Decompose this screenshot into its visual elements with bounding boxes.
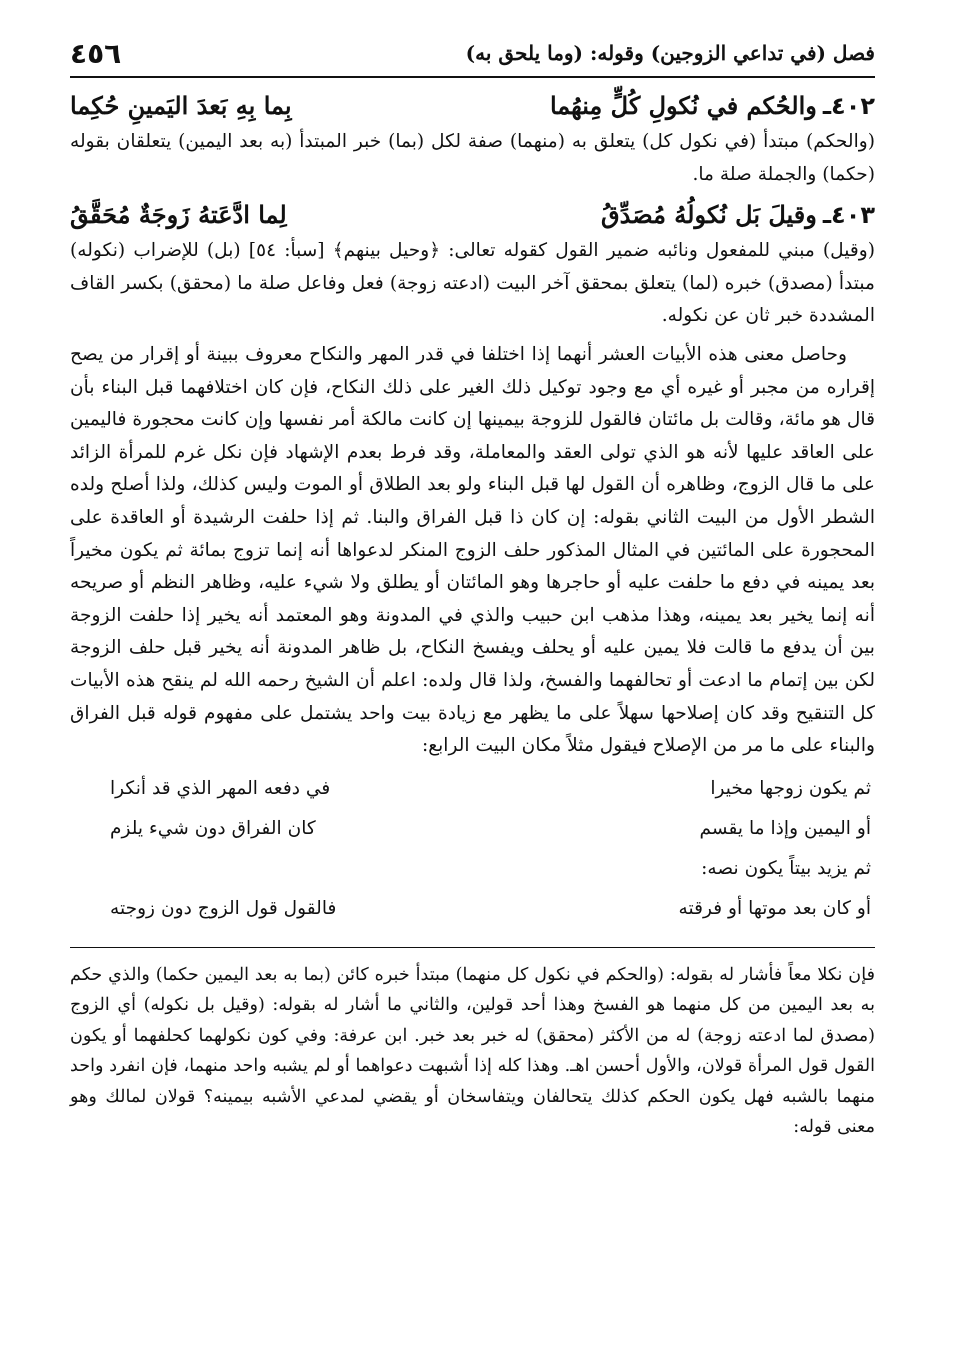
poem-hemistich-first: أو اليمين وإذا ما يقسم (699, 817, 871, 839)
verse-number: ٤٠٢ـ (822, 92, 875, 120)
poem-block (70, 769, 875, 929)
verse-402 (70, 86, 875, 126)
page-number: ٤٥٦ (70, 36, 122, 70)
header-title: فصل (في تداعي الزوجين) وقوله: (وما يلحق به) (465, 41, 875, 65)
verse-hemistich-first: وقيلَ بَل نُكولُهُ مُصَدِّقُ (601, 200, 817, 230)
poem-line (70, 889, 875, 929)
poem-hemistich-second: في دفعه المهر الذي قد أنكرا (110, 777, 331, 799)
commentary-paragraph: (والحكم) مبتدأ (في نكول كل) يتعلق به (منهما) صفة لكل (بما) خبر المبتدأ (به بعد اليمين) يتعلقان بقوله (حكما) والجملة صلة ما. (70, 131, 875, 185)
poem-line (70, 809, 875, 849)
poem-note: ثم يزيد بيتاً يكون نصه: (701, 857, 871, 879)
poem-line (70, 769, 875, 809)
running-header (70, 30, 875, 78)
poem-hemistich-first: ثم يكون زوجها مخيرا (710, 777, 871, 799)
footnote-separator (70, 947, 875, 948)
footnote-text: فإن نكلا معاً فأشار له بقوله: (والحكم في نكول كل منهما) مبتدأ خبره كائن (بما به بعد اليمين حكما) والذي حكم به بعد اليمين من كل منهما هو الفسخ وهذا أحد قولين، والثاني ما أشار له بقوله: (وقيل بل نكوله) أي الزوج (مصدق لما ادعته زوجة) له من الأكثر (محقق) له خبر بعد خبر. ابن عرفة: وفي كون نكولهما كحلفهما أو يكون القول قول المرأة قولان، والأول أحسن اهـ. وهذا كله إذا أشبهت دعواهما أو لم يشبه واحد منهما، فإن انفرد واحد منهما بالشبه فهل يكون الحكم كذلك يتحالفان ويتفاسخان أو يقضي لمدعي الأشبه بيمينه؟ قولان لمالك وهو معنى قوله: (70, 964, 875, 1138)
poem-hemistich-second: كان الفراق دون شيء يلزم (110, 817, 316, 839)
verse-403 (70, 195, 875, 235)
verse-hemistich-first: والحُكم في نُكولِ كُلٍّ مِنهُما (549, 91, 817, 120)
verse-number: ٤٠٣ـ (822, 201, 875, 230)
verse-hemistich-second: بِما بِهِ بَعدَ اليَمينِ حُكِما (70, 91, 292, 120)
poem-hemistich-first: أو كان بعد موتها أو فرقته (678, 897, 871, 919)
commentary-paragraph: (وقيل) مبني للمفعول ونائبه ضمير القول كقوله تعالى: ﴿وحيل بينهم﴾ [سبأ: ٥٤] (بل) للإضراب (نكوله) مبتدأ (مصدق) خبره (لما) يتعلق بمحقق آخر البيت (ادعته زوجة) فعل وفاعل صلة ما (محقق) بكسر القاف المشددة خبر ثان عن نكوله. (70, 240, 875, 327)
main-paragraph: وحاصل معنى هذه الأبيات العشر أنهما إذا اختلفا في قدر المهر والنكاح معروف ببينة أو إقرار من يصح إقراره من مجبر أو غيره أي مع وجود توكيل ذلك الغير على ذلك النكاح، فإن كان اختلافهما قبل البناء بأن قال هو مائة، وقالت بل مائتان فالقول للزوجة بيمينها إن كانت مالكة أمر نفسها وإن كانت محجورة فاليمين على العاقد عليها لأنه هو الذي تولى العقد والمعاملة، وقد فرط بعدم الإشهاد فإن نكل غرم للمرأة الزائد على ما قال الزوج، وظاهره أن القول لها قبل البناء ولو بعد الطلاق أو الموت وليس كذلك، ولذا أصلح ولده الشطر الأول من البيت الثاني بقوله: إن كان ذا قبل الفراق والبنا. ثم إذا حلفت الرشيدة أو العاقدة على المحجورة على المائتين في المثال المذكور حلف الزوج المنكر لدعواها أنه إنما تزوج بمائة ثم يكون مخيراً بعد يمينه في دفع ما حلفت عليه أو حاجرها وهو المائتان أو يطلق ولا شيء عليه، وظاهر النظم أو صريحه أنه إنما يخير بعد يمينه، وهذا مذهب ابن حبيب والذي في المدونة وهو المعتمد أنه يخير إذا حلفت الزوجة بين أن يدفع ما قالت فلا يمين عليه أو يحلف ويفسخ النكاح، بل ظاهر المدونة أنه يخير قبل حلف الزوجة لكن بين إتمام ما ادعت أو تحالفهما والفسخ، ولذا قال ولده: اعلم أن الشيخ رحمه الله لم ينقح هذه الأبيات كل التنقيح وقد كان إصلاحها سهلاً على ما يظهر مع زيادة بيت واحد يشتمل على مفهوم قوله قبل الفراق والبناء على ما مر من الإصلاح فيقول مثلاً مكان البيت الرابع: (70, 343, 875, 757)
poem-hemistich-second: فالقول قول الزوج دون زوجته (110, 897, 337, 919)
verse-hemistich-second: لِما ادَّعَتهُ زَوجَةٌ مُحَقَّقُ (70, 200, 287, 230)
